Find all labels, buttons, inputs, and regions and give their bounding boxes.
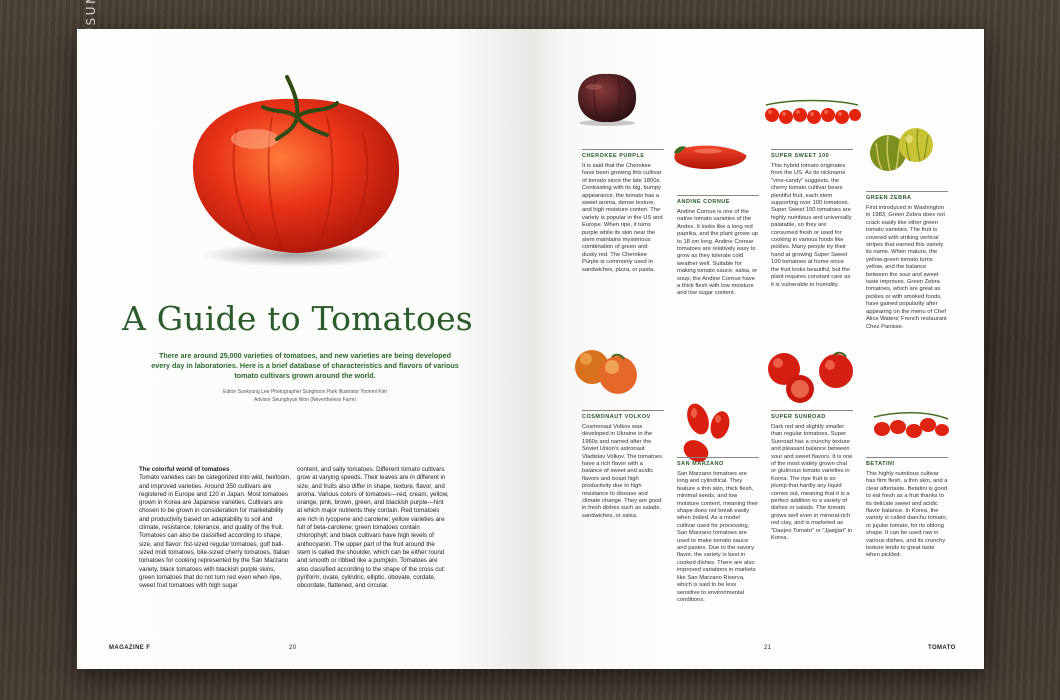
section-name: TOMATO xyxy=(928,645,956,651)
page-number-left: 20 xyxy=(289,645,297,651)
magazine-name: MAGAZINE F xyxy=(109,645,151,651)
body-text-1: Tomato varieties can be categorized into wild, heirloom, and improved varieties. Around 350 cultivars are registered in Europe and 120 in Japan. Most tomatoes grown in Korea are Japanese varieties. Cultivars are chosen to be grown in consideration for marketability and productivity based on adaptability to soil and climate, resistance, tolerance, and quality of the fruit. Tomatoes can also be classified according to shape, size, and flavor: fist-sized regular tomatoes, golf ball-sized midi tomatoes, bite-sized cherry tomatoes, Italian tomatoes for cooking represented by the San Marzano variety, black tomatoes with blackish purple skins, green tomatoes that do not turn red even when ripe, sweet fruit tomatoes with high sugar xyxy=(139,474,292,590)
entry-description: This highly nutritious cultivar has firm flesh, a thin skin, and a clear aftertaste. Betatini is good to eat fresh as a fruit thanks to its delicate sweet and acidic flavor balance. In Korea, the variety is called daechu tomato, or jujube tomato, for its oblong shape. It can be used raw in various dishes, and its crunchy texture lends to great taste when pickled. xyxy=(866,471,948,559)
credits-line-2: Advisor Seunghyun Won (Nevertheless Farm) xyxy=(254,397,356,403)
entry-super-sweet-100 xyxy=(771,149,853,289)
andine-cornue-tomato-photo xyxy=(670,135,750,177)
betatini-tomato-photo xyxy=(868,407,952,443)
entry-description: Cosmonaut Volkov was developed in Ukraine in the 1960s and named after the Soviet Union's astronaut Vladislav Volkov. The tomatoes have a rich flavor with a balance of sweet and acidic flavors and boast high productivity due to high resistance to disease and climate change. They are good in fresh dishes such as salads, sandwiches, or salsa. xyxy=(582,424,663,519)
magazine-spread xyxy=(77,29,984,669)
entry-description: Dark red and slightly smaller than regular tomatoes, Super Sunroad has a crunchy texture and pleasant balance between sour and sweet flavors. It is one of the most widely grown chal or glutinous tomato varieties in Korea. The ripe fruit is so plump that hardly any liquid comes out, meaning that it is a perfect addition to a variety of dishes or salads. The tomato grows well even in mineral-rich red clay, and is marketed as "Daejeo Tomato" or "Jjaejjari" in Korea. xyxy=(771,424,853,542)
entry-cosmonaut-volkov xyxy=(582,410,664,520)
page-number-right: 21 xyxy=(764,645,772,651)
entry-name: SAN MARZANO xyxy=(677,457,759,467)
green-zebra-tomato-photo xyxy=(866,121,940,177)
super-sweet-100-tomato-photo xyxy=(762,95,862,127)
entry-name: COSMONAUT VOLKOV xyxy=(582,410,664,420)
body-column-1 xyxy=(139,466,291,590)
cosmonaut-volkov-tomato-photo xyxy=(572,343,642,399)
article-credits xyxy=(149,388,461,404)
entry-description: Andine Cornue is one of the native tomato varieties of the Andes. It looks like a long red paprika, and the plant grows up to 18 cm long. Andine Cornue tomatoes are relatively easy to grow as they tolerate cold weather well. Suitable for making tomato sauce, salsa, or soup, the Andine Cornue have a thick flesh with low moisture and low sugar content. xyxy=(677,209,758,297)
entry-cherokee-purple xyxy=(582,149,664,274)
entry-betatini xyxy=(866,457,948,560)
right-page xyxy=(530,29,984,669)
entry-name: CHEROKEE PURPLE xyxy=(582,149,664,159)
cherokee-purple-tomato-photo xyxy=(574,69,640,127)
entry-description: First introduced in Washington in 1983, Green Zebra does not crack easily like other green tomato varieties. The fruit is covered with striking vertical stripes that earned this variety its name. When mature, the yellow-green tomato turns yellow, and the balance between the sour and sweet taste improves. Green Zebra tomatoes, which are great as pickles or with smoked foods, have gained popularity after appearing on the menu of Chef Alice Waters' French restaurant Chez Panisse. xyxy=(866,205,947,330)
entry-andine-cornue xyxy=(677,195,759,298)
entry-description: This hybrid tomato originates from the US. As its nickname "vine-candy" suggests, the cherry tomato cultivar bears plentiful fruit, each stem supporting over 100 tomatoes. Super Sweet 100 tomatoes are highly nutritious and universally palatable, so they are consumed fresh or used for cooking in various foods like pickles. Many people try their hand at growing Super Sweet 100 tomatoes at home since the fruit looks beautiful, but the plant requires constant care as it is vulnerable to humidity. xyxy=(771,163,852,288)
credits-line-1: Editor Sunkyung Lee Photographer Sunghoon Park Illustrator Yoonmi Kim xyxy=(223,389,387,395)
entry-name: SUPER SUNROAD xyxy=(771,410,853,420)
entry-name: BETATINI xyxy=(866,457,948,467)
section-heading: The colorful world of tomatoes xyxy=(139,466,230,473)
entry-green-zebra xyxy=(866,191,948,331)
article-intro: There are around 25,000 varieties of tomatoes, and new varieties are being developed every day in laboratories. Here is a brief database of characteristics and flavors of various tomato cultivars grown around the world. xyxy=(151,351,459,380)
entry-description: San Marzano tomatoes are long and cylindrical. They feature a thin skin, thick flesh, minimal seeds, and low moisture content, meaning their shape does not break easily when boiled. As a model cultivar used for processing, San Marzano tomatoes are used to make tomato sauce and pastes. Due to the savory flavor, the variety is best in cooked dishes. There are also improved variations in markets like San Marzano Riserva, which is said to be less sensitive to environmental conditions. xyxy=(677,471,759,603)
body-text-2: content, and salty tomatoes. Different tomato cultivars grow at varying speeds. Their leaves are in different in size, and fruits also differ in shape, texture, flavor, and aroma. Various colors of tomatoes—red, cream, yellow, orange, pink, brown, green, and blackish purple—hint at which major nutrients they contain. Red tomatoes are rich in lycopene and carotene; yellow varieties are full of beta-carotene; green tomatoes contain chlorophyll; and black cultivars have high levels of anthocyanin. The upper part of the fruit around the stem is called the shoulder, which can be either round and smooth or ribbed like a pumpkin. Tomatoes are also classified according to the shape of the cross cut: pyriform, ovate, cylindric, elliptic, obovate, cordate, obcordate, flattened, and circular. xyxy=(297,466,449,590)
body-column-2 xyxy=(297,466,449,590)
entry-name: ANDINE CORNUE xyxy=(677,195,759,205)
entry-san-marzano xyxy=(677,457,759,604)
entry-description: It is said that the Cherokee have been growing this cultivar of tomato since the late 1800s. Contrasting with its big, bumpy appearance, the tomato has a sweet aroma, dense texture, and high moisture conten. The variety is popular in the US and Europe. When ripe, it turns purple while its skin near the stem maintains mysterious combination of green and dusky red. The Cherokee Purple is commonly used in sandwiches, pizza, or pasta. xyxy=(582,163,663,273)
entry-name: GREEN ZEBRA xyxy=(866,191,948,201)
entry-super-sunroad xyxy=(771,410,853,543)
super-sunroad-tomato-photo xyxy=(764,347,856,407)
left-page xyxy=(77,29,530,669)
article-title: A Guide to Tomatoes xyxy=(122,299,473,338)
entry-name: SUPER SWEET 100 xyxy=(771,149,853,159)
heirloom-tomato-photo xyxy=(177,69,417,269)
